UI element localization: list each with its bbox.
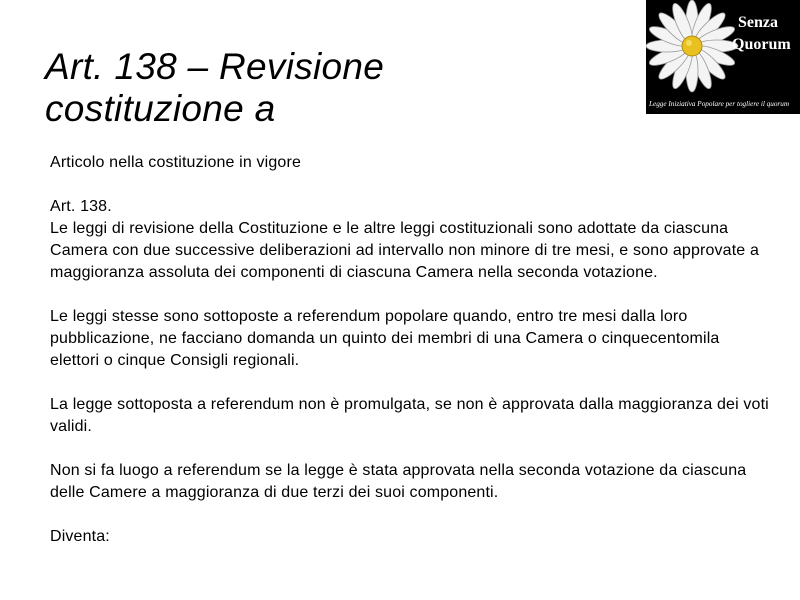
paragraph-3: La legge sottoposta a referendum non è promulgata, se non è approvata dalla maggioranza dei voti validi. [50, 396, 769, 435]
slide-title-line-2: costituzione a [45, 88, 276, 129]
slide-body [50, 152, 770, 548]
article-heading: Art. 138. [50, 198, 112, 215]
paragraph-4: Non si fa luogo a referendum se la legge è stata approvata nella seconda votazione da ciascuna delle Camere a maggioranza di due terzi dei suoi componenti. [50, 462, 747, 501]
logo-name-line-1: Senza [738, 14, 778, 31]
spacer [50, 504, 770, 526]
spacer [50, 174, 770, 196]
logo-tagline: Legge Iniziativa Popolare per togliere il quorum [649, 100, 790, 108]
closing-text: Diventa: [50, 528, 110, 545]
spacer [50, 372, 770, 394]
paragraph-1: Le leggi di revisione della Costituzione e le altre leggi costituzionali sono adottate da ciascuna Camera con due successive deliberazioni ad intervallo non minore di tre mesi, e sono approvate a maggioranza assoluta dei componenti di ciascuna Camera nella seconda votazione. [50, 220, 760, 281]
slide-title-line-1: Art. 138 – Revisione [45, 46, 385, 87]
paragraph-2: Le leggi stesse sono sottoposte a referendum popolare quando, entro tre mesi dalla loro pubblicazione, ne facciano domanda un quinto dei membri di una Camera o cinquecentomila elettori o cinque Consigli regionali. [50, 308, 720, 369]
senza-quorum-logo [646, 0, 800, 114]
spacer [50, 284, 770, 306]
intro-text: Articolo nella costituzione in vigore [50, 154, 302, 171]
spacer [50, 438, 770, 460]
slide-title [45, 46, 625, 130]
logo-name-line-2: Quorum [732, 36, 791, 53]
